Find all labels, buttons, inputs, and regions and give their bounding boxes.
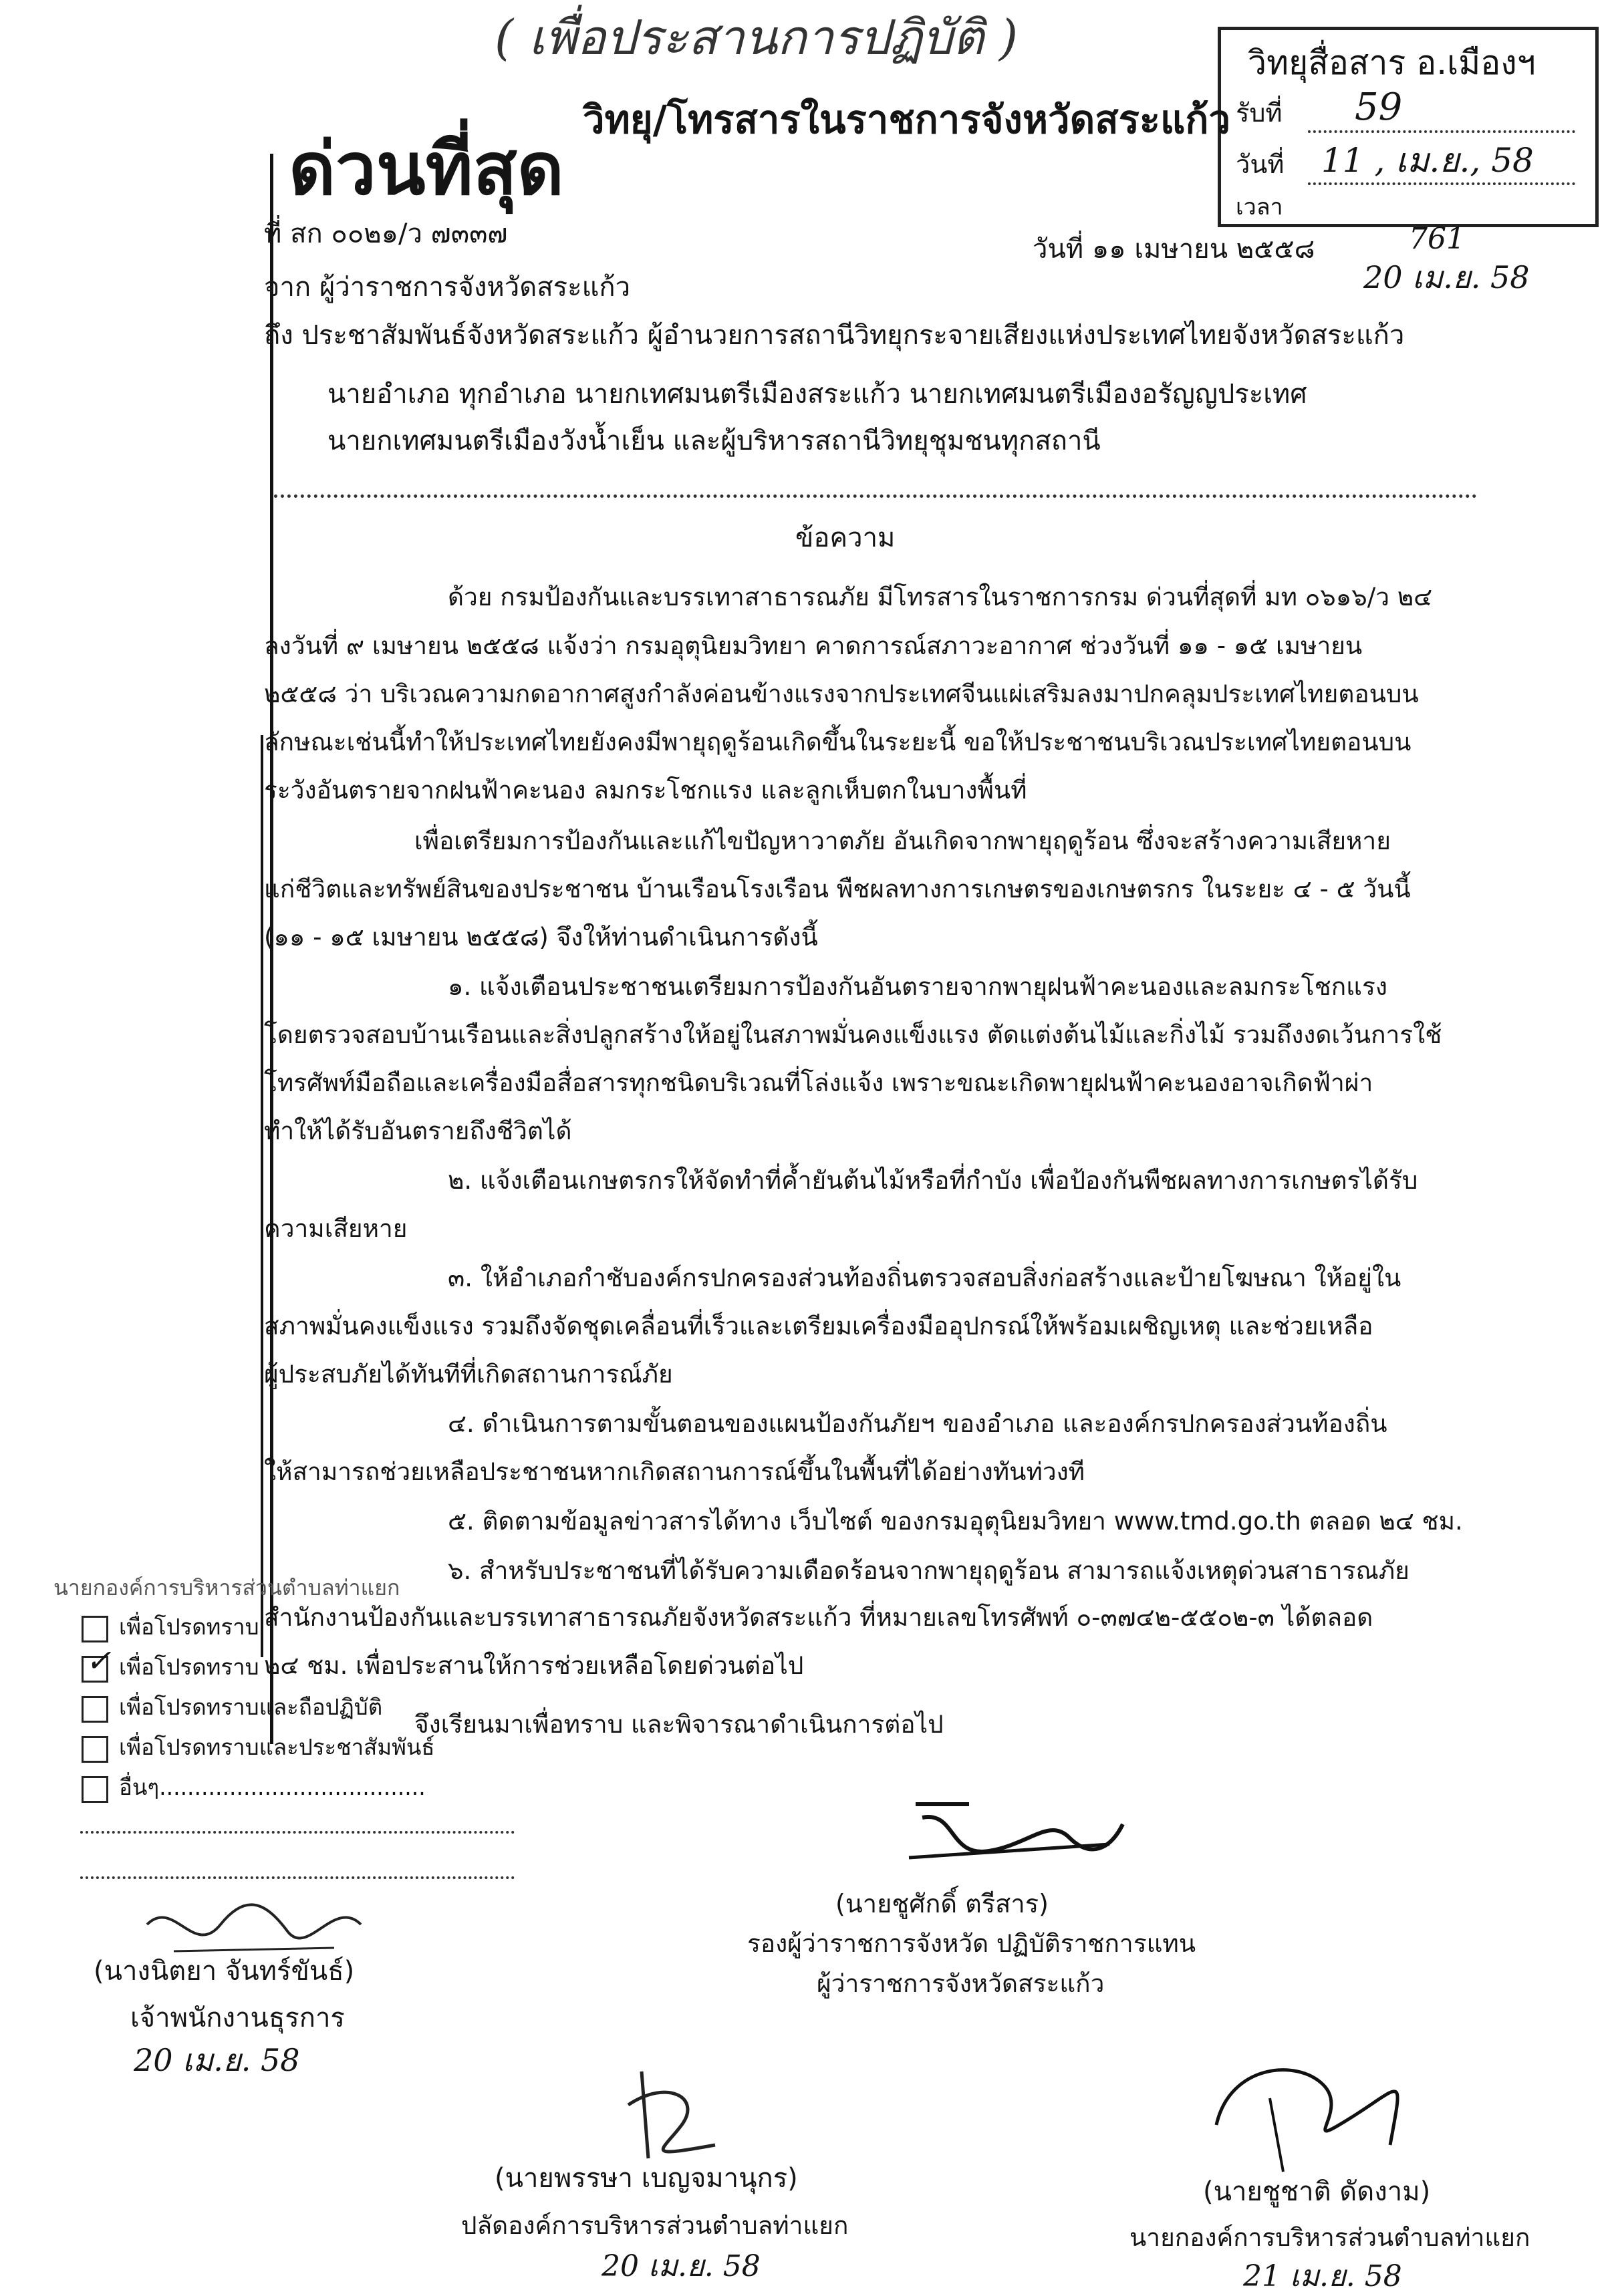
left-margin-line-2 (261, 735, 263, 1657)
body-line-14: ความเสียหาย (264, 1214, 408, 1243)
body-line-1: ด้วย กรมป้องกันและบรรเทาสาธารณภัย มีโทรสารในราชการกรม ด่วนที่สุดที่ มท ๐๖๑๖/ว ๒๔ (448, 583, 1433, 611)
signer-position-1: รองผู้ว่าราชการจังหวัด ปฏิบัติราชการแทน (747, 1929, 1196, 1958)
handwritten-note: ( เพื่อประสานการปฏิบัติ ) (495, 9, 1019, 65)
deputy-name: (นายพรรษา เบญจมานุกร) (495, 2163, 798, 2194)
letter-to-line2: นายอำเภอ ทุกอำเภอ นายกเทศมนตรีเมืองสระแก้ว นายกเทศมนตรีเมืองอรัญญประเทศ (327, 379, 1307, 410)
deputy-date: 20 เม.ย. 58 (601, 2249, 761, 2283)
clerk-date: 20 เม.ย. 58 (134, 2042, 300, 2078)
body-line-18: ๔. ดำเนินการตามขั้นตอนของแผนป้องกันภัยฯ ของอำเภอ และองค์กรปกครองส่วนท้องถิ่น (448, 1409, 1387, 1438)
margin-receipt-date: 20 เม.ย. 58 (1363, 259, 1530, 295)
routing-checkmark-icon: ✓ (86, 1642, 112, 1679)
reference-number: ที่ สก ๐๐๒๑/ว ๗๓๓๗ (264, 219, 508, 249)
letter-to-line3: นายกเทศมนตรีเมืองวังน้ำเย็น และผู้บริหารสถานีวิทยุชุมชนทุกสถานี (327, 426, 1101, 456)
stamp-title: วิทยุสื่อสาร อ.เมืองฯ (1248, 43, 1536, 82)
body-heading: ข้อความ (795, 523, 896, 553)
routing-option-1: เพื่อโปรดทราบ (119, 1614, 259, 1640)
body-line-23: ๒๔ ชม. เพื่อประสานให้การช่วยเหลือโดยด่วนต่อไป (264, 1651, 804, 1680)
routing-option-5: อื่นๆ...................................... (119, 1774, 426, 1800)
routing-checkbox-4[interactable] (82, 1736, 108, 1763)
body-line-13: ๒. แจ้งเตือนเกษตรกรให้จัดทำที่ค้ำยันต้นไม้หรือที่กำบัง เพื่อป้องกันพืชผลทางการเกษตรได้รับ (448, 1166, 1418, 1195)
routing-checkbox-5[interactable] (82, 1776, 108, 1803)
stamp-time-label: เวลา (1236, 194, 1283, 221)
body-line-16: สภาพมั่นคงแข็งแรง รวมถึงจัดชุดเคลื่อนที่เร็วและเตรียมเครื่องมืออุปกรณ์ให้พร้อมเผชิญเหตุ และช่วยเหลือ (264, 1312, 1373, 1340)
chief-signature (1190, 2045, 1430, 2178)
signer-signature (896, 1777, 1136, 1884)
routing-heading: นายกองค์การบริหารส่วนตำบลท่าแยก (53, 1575, 400, 1600)
clerk-name: (นางนิตยา จันทร์ขันธ์) (94, 1956, 355, 1987)
letter-from: จาก ผู้ว่าราชการจังหวัดสระแก้ว (264, 272, 631, 303)
body-line-6: เพื่อเตรียมการป้องกันและแก้ไขปัญหาวาตภัย อันเกิดจากพายุฤดูร้อน ซึ่งจะสร้างความเสียหาย (414, 827, 1391, 855)
receipt-stamp (1218, 27, 1599, 227)
header-divider (274, 494, 1477, 498)
body-line-21: ๖. สำหรับประชาชนที่ได้รับความเดือดร้อนจากพายุฤดูร้อน สามารถแจ้งเหตุด่วนสาธารณภัย (448, 1556, 1410, 1585)
chief-position: นายกองค์การบริหารส่วนตำบลท่าแยก (1129, 2223, 1530, 2252)
deputy-position: ปลัดองค์การบริหารส่วนตำบลท่าแยก (461, 2211, 849, 2240)
chief-name: (นายชูชาติ ดัดงาม) (1203, 2176, 1431, 2207)
body-line-19: ให้สามารถช่วยเหลือประชาชนหากเกิดสถานการณ์ขึ้นในพื้นที่ได้อย่างทันท่วงที (264, 1457, 1085, 1486)
routing-option-2: เพื่อโปรดทราบ (119, 1654, 259, 1680)
chief-date: 21 เม.ย. 58 (1243, 2259, 1402, 2293)
signer-name: (นายชูศักดิ์ ตรีสาร) (835, 1889, 1049, 1918)
body-line-3: ๒๕๕๘ ว่า บริเวณความกดอากาศสูงกำลังค่อนข้างแรงจากประเทศจีนแผ่เสริมลงมาปกคลุมประเทศไทยตอนบน (264, 680, 1419, 708)
body-line-8: (๑๑ - ๑๕ เมษายน ๒๕๕๘) จึงให้ท่านดำเนินการดังนี้ (264, 923, 818, 952)
signer-position-2: ผู้ว่าราชการจังหวัดสระแก้ว (817, 1969, 1105, 1998)
body-line-9: ๑. แจ้งเตือนประชาชนเตรียมการป้องกันอันตรายจากพายุฝนฟ้าคะนองและลมกระโชกแรง (448, 972, 1387, 1001)
body-line-7: แก่ชีวิตและทรัพย์สินของประชาชน บ้านเรือนโรงเรือน พืชผลทางการเกษตรของเกษตรกร ในระยะ ๔ - ๕ วันนี้ (264, 875, 1411, 903)
body-line-10: โดยตรวจสอบบ้านเรือนและสิ่งปลูกสร้างให้อยู่ในสภาพมั่นคงแข็งแรง ตัดแต่งต้นไม้และกิ่งไม้ รวมถึงงดเว้นการใช้ (264, 1020, 1442, 1049)
document-title: วิทยุ/โทรสารในราชการจังหวัดสระแก้ว (583, 97, 1231, 142)
body-line-15: ๓. ให้อำเภอกำชับองค์กรปกครองส่วนท้องถิ่นตรวจสอบสิ่งก่อสร้างและป้ายโฆษณา ให้อยู่ใน (448, 1264, 1401, 1292)
stamp-receive-label: รับที่ (1236, 98, 1283, 128)
body-line-22: สำนักงานป้องกันและบรรเทาสาธารณภัยจังหวัดสระแก้ว ที่หมายเลขโทรศัพท์ ๐-๓๗๔๒-๕๕๐๒-๓ ได้ตลอด (264, 1603, 1373, 1632)
letter-to-line1: ถึง ประชาสัมพันธ์จังหวัดสระแก้ว ผู้อำนวยการสถานีวิทยุกระจายเสียงแห่งประเทศไทยจังหวัดสระแก้ว (264, 320, 1405, 351)
routing-option-3: เพื่อโปรดทราบและถือปฏิบัติ (119, 1694, 383, 1720)
routing-checkbox-1[interactable] (82, 1616, 108, 1642)
letter-date: วันที่ ๑๑ เมษายน ๒๕๕๘ (1033, 234, 1315, 265)
body-line-17: ผู้ประสบภัยได้ทันทีที่เกิดสถานการณ์ภัย (264, 1360, 673, 1389)
body-line-11: โทรศัพท์มือถือและเครื่องมือสื่อสารทุกชนิดบริเวณที่โล่งแจ้ง เพราะขณะเกิดพายุฝนฟ้าคะนองอาจเกิดฟ้าผ่า (264, 1068, 1373, 1097)
margin-receipt-no: 761 (1409, 222, 1465, 256)
stamp-date-label: วันที่ (1236, 150, 1285, 179)
body-line-12: ทำให้ได้รับอันตรายถึงชีวิตได้ (264, 1117, 572, 1145)
urgency-label: ด่วนที่สุด (289, 128, 564, 211)
body-line-5: ระวังอันตรายจากฝนฟ้าคะนอง ลมกระโชกแรง และลูกเห็บตกในบางพื้นที่ (264, 776, 1027, 805)
body-line-2: ลงวันที่ ๙ เมษายน ๒๕๕๘ แจ้งว่า กรมอุตุนิยมวิทยา คาดการณ์สภาวะอากาศ ช่วงวันที่ ๑๑ - ๑๕ เมษายน (264, 631, 1363, 660)
stamp-date-value: 11 , เม.ย., 58 (1321, 141, 1534, 180)
stamp-receive-no: 59 (1355, 86, 1403, 129)
closing-line: จึงเรียนมาเพื่อทราบ และพิจารณาดำเนินการต่อไป (414, 1710, 944, 1739)
body-line-4: ลักษณะเช่นนี้ทำให้ประเทศไทยยังคงมีพายุฤดูร้อนเกิดขึ้นในระยะนี้ ขอให้ประชาชนบริเวณประเทศไทยตอนบน (264, 728, 1412, 756)
routing-checkbox-3[interactable] (82, 1696, 108, 1723)
body-line-20: ๕. ติดตามข้อมูลข่าวสารได้ทาง เว็บไซต์ ของกรมอุตุนิยมวิทยา www.tmd.go.th ตลอด ๒๔ ชม. (448, 1507, 1463, 1536)
routing-option-4: เพื่อโปรดทราบและประชาสัมพันธ์ (119, 1734, 435, 1760)
clerk-position: เจ้าพนักงานธุรการ (130, 2003, 345, 2033)
